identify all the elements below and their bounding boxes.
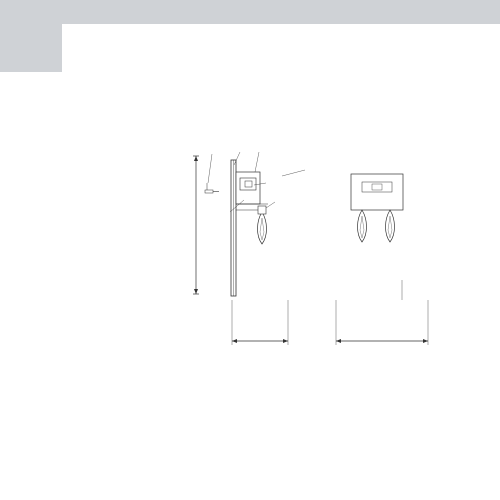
side-view <box>205 152 305 345</box>
front-view <box>336 174 428 345</box>
height-dimension <box>193 156 199 294</box>
